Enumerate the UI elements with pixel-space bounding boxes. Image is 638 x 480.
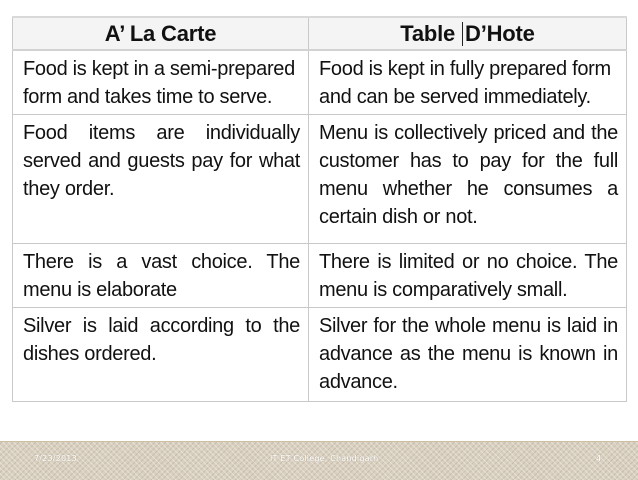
cell-text: There is limited or no choice. The menu is comparatively small. [319,251,618,301]
table-cell-right [309,244,627,308]
table-cell-left [13,244,309,308]
cell-text: Food items are individually served and guests pay for what they order. [23,122,300,200]
text-cursor [462,22,463,46]
table-cell-right [309,115,627,244]
table-row [13,308,627,402]
header-table-d-hote-part2: D’Hote [465,20,535,46]
slide-footer [0,441,638,480]
table-row [13,115,627,244]
table-cell-right [309,308,627,402]
footer-page-number: 4 [596,454,602,463]
cell-text: Food is kept in fully prepared form and can be served immediately. [319,58,611,108]
cell-text: Menu is collectively priced and the customer has to pay for the full menu whether he consumes a certain dish or not. [319,122,618,228]
header-table-d-hote [309,17,627,50]
footer-institution: IT ET College, Chandigarh [270,454,379,463]
table-row [13,50,627,115]
header-a-la-carte: A’ La Carte [13,17,309,50]
header-table-d-hote-part1: Table [400,20,462,46]
cell-text: Silver for the whole menu is laid in advance as the menu is known in advance. [319,315,618,393]
table-cell-right [309,50,627,115]
cell-text: Food is kept in a semi-prepared form and takes time to serve. [23,58,295,108]
table-cell-left [13,308,309,402]
comparison-table [12,16,627,402]
cell-text: There is a vast choice. The menu is elaborate [23,251,300,301]
table-cell-left [13,50,309,115]
footer-date: 7/23/2013 [34,454,77,463]
table-row [13,244,627,308]
table-cell-left [13,115,309,244]
table-header-row [13,17,627,50]
cell-text: Silver is laid according to the dishes ordered. [23,315,300,365]
